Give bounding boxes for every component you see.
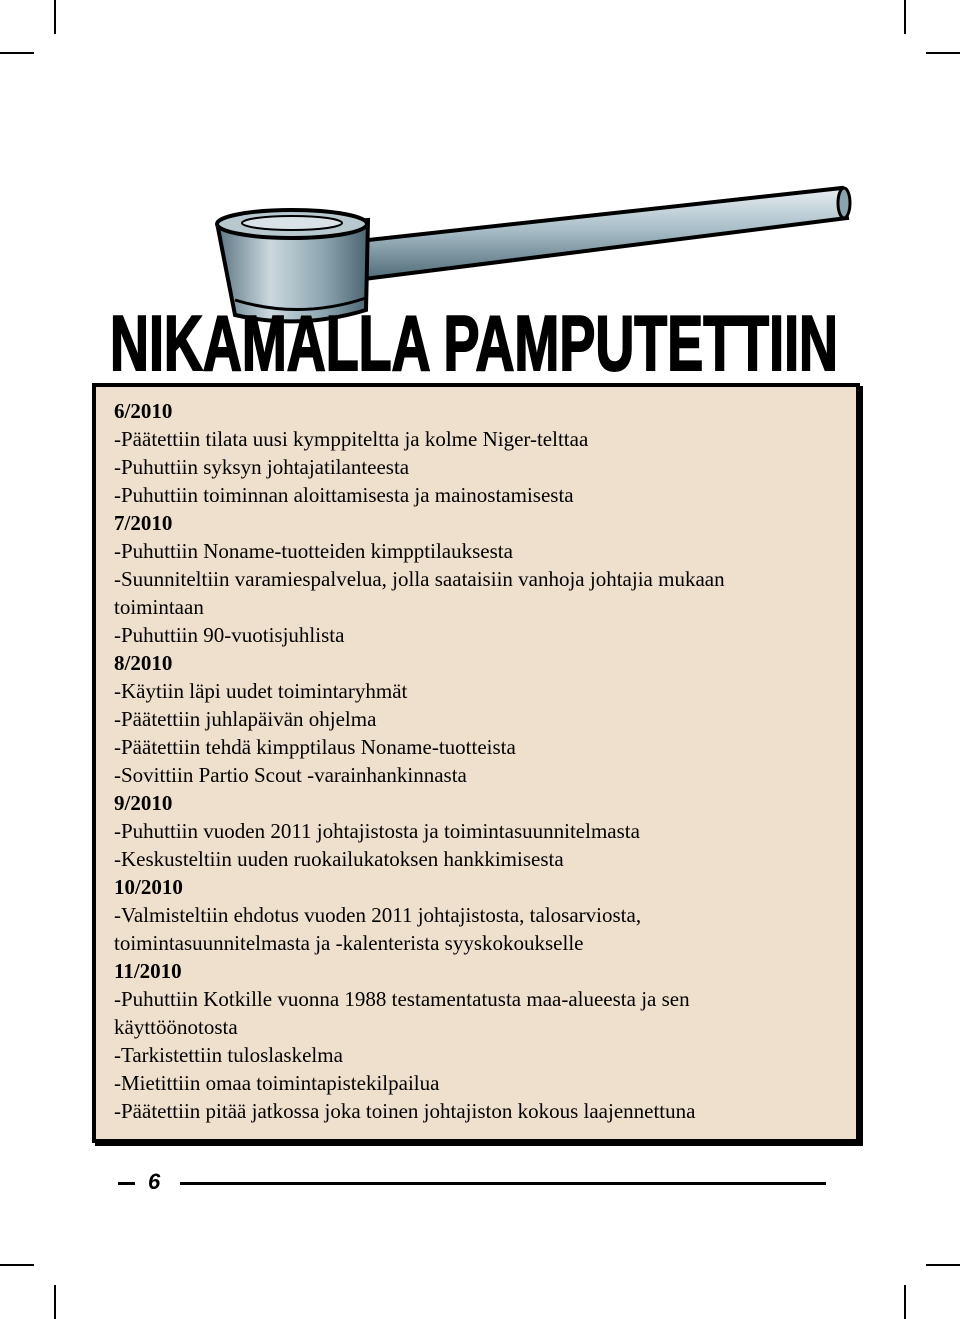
gavel-handle-end [838,188,850,218]
minutes-box [92,383,860,1143]
gavel-handle [350,188,847,280]
minutes-item: -Keskusteltiin uuden ruokailukatoksen hankkimisesta [114,847,564,871]
page-number: 6 [148,1169,161,1194]
crop-mark [54,0,56,34]
minutes-item: -Tarkistettiin tuloslaskelma [114,1043,343,1067]
header-illustration [100,180,860,380]
minutes-item: käyttöönotosta [114,1015,238,1039]
minutes-item: -Puhuttiin Noname-tuotteiden kimpptilauksesta [114,539,513,563]
minutes-item: toimintaan [114,595,204,619]
month-heading: 11/2010 [114,959,182,983]
crop-mark [54,1285,56,1319]
crop-mark [904,0,906,34]
minutes-item: toimintasuunnitelmasta ja -kalenterista syyskokoukselle [114,931,584,955]
minutes-item: -Päätettiin pitää jatkossa joka toinen johtajiston kokous laajennettuna [114,1099,696,1123]
minutes-list [114,397,838,1125]
page-footer [118,1168,828,1198]
month-heading: 6/2010 [114,399,173,423]
month-heading: 7/2010 [114,511,173,535]
minutes-item: -Puhuttiin Kotkille vuonna 1988 testamentatusta maa-alueesta ja sen [114,987,690,1011]
month-heading: 8/2010 [114,651,173,675]
header-title: NIKAMALLA PAMPUTETTIIN [110,299,838,380]
crop-mark [0,1264,34,1266]
minutes-item: -Puhuttiin vuoden 2011 johtajistosta ja toimintasuunnitelmasta [114,819,640,843]
footer-dash [118,1182,135,1185]
crop-mark [0,52,34,54]
minutes-item: -Päätettiin tehdä kimpptilaus Noname-tuotteista [114,735,516,759]
minutes-item: -Päätettiin juhlapäivän ohjelma [114,707,377,731]
minutes-item: -Puhuttiin toiminnan aloittamisesta ja mainostamisesta [114,483,574,507]
footer-rule [180,1182,826,1185]
minutes-item: -Puhuttiin 90-vuotisjuhlista [114,623,345,647]
minutes-item: -Suunniteltiin varamiespalvelua, jolla saataisiin vanhoja johtajia mukaan [114,567,725,591]
month-heading: 9/2010 [114,791,173,815]
crop-mark [904,1285,906,1319]
crop-mark [926,52,960,54]
minutes-item: -Mietittiin omaa toimintapistekilpailua [114,1071,440,1095]
minutes-item: -Päätettiin tilata uusi kymppiteltta ja kolme Niger-telttaa [114,427,589,451]
minutes-item: -Valmisteltiin ehdotus vuoden 2011 johtajistosta, talosarviosta, [114,903,642,927]
month-heading: 10/2010 [114,875,183,899]
crop-mark [926,1264,960,1266]
minutes-item: -Käytiin läpi uudet toimintaryhmät [114,679,408,703]
minutes-item: -Sovittiin Partio Scout -varainhankinnasta [114,763,467,787]
minutes-item: -Puhuttiin syksyn johtajatilanteesta [114,455,410,479]
